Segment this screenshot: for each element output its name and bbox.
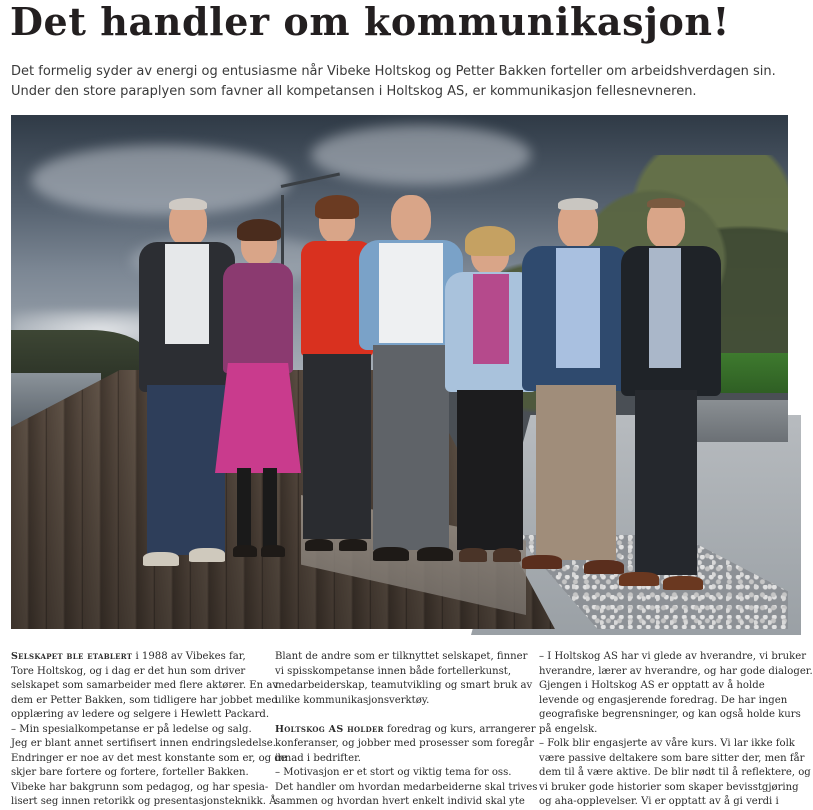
article-body xyxy=(11,650,813,807)
body-line: dem er Petter Bakken, som tidligere har jobbet med xyxy=(11,694,278,706)
article-lead xyxy=(11,62,791,102)
body-column-1 xyxy=(11,650,287,810)
body-line: medarbeiderskap, teamutvikling og smart bruk av xyxy=(275,680,533,691)
lead-line-2: Under den store paraplyen som favner all kompetansen i Holtskog AS, er kommunikasjon fellesnevneren. xyxy=(11,84,697,99)
body-line: være passive deltakere som bare sitter der, men får xyxy=(539,752,805,764)
body-line: Holtskog AS holder foredrag og kurs, arrangerer xyxy=(275,723,536,735)
body-line: konferanser, og jobber med prosesser som foregår xyxy=(275,738,534,749)
body-line: Jeg er blant annet sertifisert innen endringsledelse. xyxy=(11,738,276,749)
article-headline: Det handler om kommunikasjon! xyxy=(10,0,730,44)
runin-heading: Holtskog AS holder xyxy=(275,723,384,735)
body-line: – Motivasjon er et stort og viktig tema for oss. xyxy=(275,767,512,778)
person-7 xyxy=(611,200,731,600)
body-line: Vibeke har bakgrunn som pedagog, og har spesia- xyxy=(11,781,269,793)
body-line: på engelsk. xyxy=(539,723,598,735)
body-line: vi spisskompetanse innen både fortellerkunst, xyxy=(275,665,512,677)
body-line: skjer bare fortere og fortere, forteller Bakken. xyxy=(11,767,249,778)
runin-heading: Selskapet ble etablert xyxy=(11,651,133,662)
body-line: – Folk blir engasjerte av våre kurs. Vi lar ikke folk xyxy=(539,738,795,749)
body-line: opplæring av ledere og selgere i Hewlett Packard. xyxy=(11,709,270,720)
group-photo xyxy=(11,115,788,629)
body-line: Det handler om hvordan medarbeiderne skal trives xyxy=(275,781,538,793)
body-line: Blant de andre som er tilknyttet selskapet, finner xyxy=(275,651,528,662)
body-line: – I Holtskog AS har vi glede av hverandre, vi bruker xyxy=(539,651,807,662)
body-column-3 xyxy=(539,650,813,810)
body-line: sammen og hvordan hvert enkelt individ skal yte xyxy=(275,796,525,807)
body-line: geografiske begrensninger, og kan også holde kurs xyxy=(539,709,801,720)
body-column-2 xyxy=(275,650,538,810)
body-line: ulike kommunikasjonsverktøy. xyxy=(275,694,430,706)
body-line: selskapet som samarbeider med flere aktører. En av xyxy=(11,680,279,691)
lead-line-1: Det formelig syder av energi og entusiasme når Vibeke Holtskog og Petter Bakken forteller om arbeidshverdagen sin. xyxy=(11,64,776,79)
body-line: Endringer er noe av det mest konstante som er, og de xyxy=(11,752,287,764)
body-line: levende og engasjerende foredrag. De har ingen xyxy=(539,694,788,706)
body-line: Gjengen i Holtskog AS er opptatt av å holde xyxy=(539,680,765,691)
body-line: Selskapet ble etablert i 1988 av Vibekes far, xyxy=(11,651,246,662)
body-line: og aha-opplevelser. Vi er opptatt av å gi verdi i xyxy=(539,796,779,807)
body-line: Tore Holtskog, og i dag er det hun som driver xyxy=(11,665,246,677)
body-line xyxy=(275,708,523,723)
body-line: vi bruker gode historier som skaper bevisstgjøring xyxy=(539,781,799,793)
body-line: lisert seg innen retorikk og presentasjonsteknikk. Å xyxy=(11,796,277,807)
body-line: hverandre, lærer av hverandre, og har gode dialoger. xyxy=(539,665,813,677)
body-line: – Min spesialkompetanse er på ledelse og salg. xyxy=(11,723,252,735)
body-line: dem til å være aktive. De blir nødt til å reflektere, og xyxy=(539,767,811,778)
person-2 xyxy=(213,223,303,568)
body-line: innad i bedrifter. xyxy=(275,752,361,764)
